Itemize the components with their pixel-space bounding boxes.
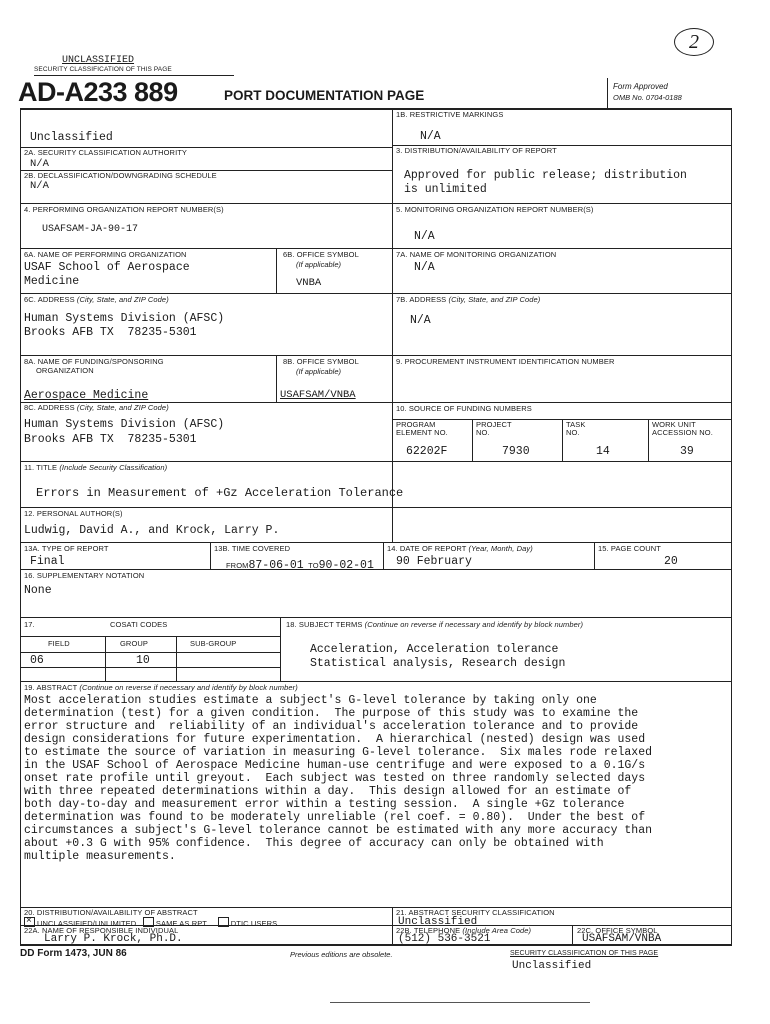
f8c-label [24, 404, 169, 412]
f17-title: COSATI CODES [110, 620, 168, 629]
f6a-value-line2: Medicine [24, 275, 80, 288]
f14-value: 90 February [396, 555, 472, 568]
f6c-value-line2: Brooks AFB TX 78235-5301 [24, 326, 197, 339]
unclassified-unlimited-checkbox[interactable]: × [24, 917, 35, 927]
f18-label-text: 18. SUBJECT TERMS [286, 620, 363, 629]
f10-task-label-line2: NO. [566, 428, 580, 437]
f14-label [387, 545, 533, 553]
abstract-line: circumstances a subject's G-level tolerance cannot be estimated with any more accuracy than [24, 824, 653, 837]
f17-label: 17. [24, 620, 35, 629]
f22a-label: 22A. NAME OF RESPONSIBLE INDIVIDUAL [24, 926, 179, 935]
f18-value-line2: Statistical analysis, Research design [310, 657, 566, 670]
f10-program-label-line2: ELEMENT NO. [396, 428, 448, 437]
f8c-value-line2: Brooks AFB TX 78235-5301 [24, 433, 197, 446]
footer-security-label: SECURITY CLASSIFICATION OF THIS PAGE [510, 950, 659, 957]
f11-label-text: 11. TITLE [24, 463, 58, 472]
f13a-label: 13A. TYPE OF REPORT [24, 544, 109, 553]
f13b-from-value: 87-06-01 [248, 559, 304, 572]
f10-program-label-line1: PROGRAM [396, 420, 436, 429]
f22a-value: Larry P. Krock, Ph.D. [44, 933, 183, 945]
f8c-label-sub: (City, State, and ZIP Code) [76, 403, 169, 412]
f16-value: None [24, 584, 52, 597]
abstract-line: determination was found to be moderately unreliable (rel coef. = 0.80). Under the best of [24, 811, 646, 824]
top-security-label: SECURITY CLASSIFICATION OF THIS PAGE [34, 66, 172, 73]
f22c-label: 22C. OFFICE SYMBOL [577, 926, 658, 935]
form-approved: Form Approved [613, 82, 668, 91]
dtic-users-checkbox[interactable] [218, 917, 229, 927]
abstract-line: with three repeated determinations within a day. This design allowed for an estimate of [24, 785, 632, 798]
circled-page-number [674, 28, 714, 56]
f6a-value-line1: USAF School of Aerospace [24, 261, 190, 274]
f10-task-value: 14 [596, 445, 610, 458]
f8b-sub: (If applicable) [296, 367, 342, 376]
f10-wu-label-line2: ACCESSION NO. [652, 428, 713, 437]
f10-project-value: 7930 [502, 445, 530, 458]
abstract-line: in the USAF School of Aerospace Medicine human-use centrifuge and were exposed to a 0.1G/s [24, 759, 646, 772]
abstract-line: design considerations for future experimentation. A hierarchical (nested) design was used [24, 733, 646, 746]
f1b-value: N/A [420, 130, 441, 143]
abstract-line: multiple measurements. [24, 850, 176, 863]
f15-value: 20 [664, 555, 678, 568]
f1b-label: 1B. RESTRICTIVE MARKINGS [396, 110, 504, 119]
f4-value: USAFSAM-JA-90-17 [42, 224, 139, 235]
f8c-value-line1: Human Systems Division (AFSC) [24, 418, 225, 431]
f8b-label: 8B. OFFICE SYMBOL [283, 357, 359, 366]
f20-label: 20. DISTRIBUTION/AVAILABILITY OF ABSTRACT [24, 908, 198, 917]
f3-label: 3. DISTRIBUTION/AVAILABILITY OF REPORT [396, 146, 557, 155]
f10-wu-value: 39 [680, 445, 694, 458]
f10-project-label-line1: PROJECT [476, 420, 512, 429]
f7a-value: N/A [414, 261, 435, 274]
f20-opt2-label: SAME AS RPT [155, 919, 207, 928]
f19-label [24, 684, 298, 692]
abstract-body [24, 694, 652, 863]
f13b-from-label: FROM [226, 561, 249, 570]
f10-project-label-line2: NO. [476, 428, 490, 437]
f7a-label: 7A. NAME OF MONITORING ORGANIZATION [396, 250, 557, 259]
abstract-line: both day-to-day and measurement error within a testing session. A single +Gz tolerance [24, 798, 625, 811]
f15-label: 15. PAGE COUNT [598, 544, 661, 553]
f8b-value: USAFSAM/VNBA [280, 389, 356, 401]
f17-field-value: 06 [30, 654, 44, 667]
ad-number: AD-A233 889 [18, 77, 178, 107]
f2a-value: N/A [30, 158, 49, 170]
f10-task-label-line1: TASK [566, 420, 586, 429]
f14-label-text: 14. DATE OF REPORT [387, 544, 467, 553]
f6b-value: VNBA [296, 277, 322, 289]
f3-value-line2: is unlimited [404, 183, 487, 196]
f22b-label-sub: (Include Area Code) [462, 926, 532, 935]
f13b-to-label: TO [308, 561, 319, 570]
form-title-partial: PORT DOCUMENTATION PAGE [224, 88, 425, 103]
f19-label-sub: (Continue on reverse if necessary and identify by block number) [79, 683, 298, 692]
f7b-label-text: 7B. ADDRESS [396, 295, 447, 304]
f6b-sub: (If applicable) [296, 260, 342, 269]
f22c-value: USAFSAM/VNBA [582, 933, 662, 945]
abstract-line: about +0.3 G with 95% confidence. This degree of accuracy can only be obtained with [24, 837, 604, 850]
f3-value-line1: Approved for public release; distribution [404, 169, 687, 182]
f16-label: 16. SUPPLEMENTARY NOTATION [24, 571, 145, 580]
f2b-value: N/A [30, 180, 49, 192]
f6c-label-text: 6C. ADDRESS [24, 295, 75, 304]
omb-number: OMB No. 0704-0188 [613, 93, 682, 102]
f4-label: 4. PERFORMING ORGANIZATION REPORT NUMBER(S) [24, 205, 224, 214]
f8a-label-line1: 8A. NAME OF FUNDING/SPONSORING [24, 357, 164, 366]
f9-label: 9. PROCUREMENT INSTRUMENT IDENTIFICATION NUMBER [396, 357, 615, 366]
f12-label: 12. PERSONAL AUTHOR(S) [24, 509, 123, 518]
f10-program-value: 62202F [406, 445, 448, 458]
f6b-label: 6B. OFFICE SYMBOL [283, 250, 359, 259]
f7b-label-sub: (City, State, and ZIP Code) [448, 295, 541, 304]
previous-editions-note: Previous editions are obsolete. [290, 950, 393, 959]
abstract-line: error structure and reliability of an individual's acceleration tolerance and to provide [24, 720, 639, 733]
f22b-value: (512) 536-3521 [398, 933, 491, 945]
f10-wu-label-line1: WORK UNIT [652, 420, 696, 429]
abstract-line: onset rate profile until greyout. Each subject was tested on three randomly selected days [24, 772, 646, 785]
abstract-line: to estimate the source of variation in measuring G-level tolerance. Six males rode relaxed [24, 746, 653, 759]
f8a-value: Aerospace Medicine [24, 389, 149, 402]
f10-label: 10. SOURCE OF FUNDING NUMBERS [396, 404, 532, 413]
f6c-label [24, 296, 169, 304]
f2b-label: 2B. DECLASSIFICATION/DOWNGRADING SCHEDULE [24, 171, 217, 180]
f17-field-label: FIELD [48, 639, 70, 648]
f22b-label-text: 22B. TELEPHONE [396, 926, 461, 935]
circled-number-text: 2 [689, 31, 699, 53]
top-classification: UNCLASSIFIED [62, 55, 135, 66]
f18-value-line1: Acceleration, Acceleration tolerance [310, 643, 559, 656]
f8c-label-text: 8C. ADDRESS [24, 403, 75, 412]
f7b-label [396, 296, 540, 304]
f21-value: Unclassified [398, 916, 478, 928]
f11-label-sub: (Include Security Classification) [59, 463, 168, 472]
f18-label-sub: (Continue on reverse if necessary and identify by block number) [364, 620, 584, 629]
f6c-value-line1: Human Systems Division (AFSC) [24, 312, 225, 325]
f14-label-sub: (Year, Month, Day) [468, 544, 533, 553]
f6a-label: 6A. NAME OF PERFORMING ORGANIZATION [24, 250, 187, 259]
abstract-line: determination (test) for a given condition. The purpose of this study was to examine the [24, 707, 639, 720]
f20-opt3-label: DTIC USERS [230, 919, 278, 928]
f21-label: 21. ABSTRACT SECURITY CLASSIFICATION [396, 908, 555, 917]
f8a-label-line2: ORGANIZATION [36, 366, 94, 375]
abstract-line: Most acceleration studies estimate a subject's G-level tolerance by taking only one [24, 694, 597, 707]
f11-label [24, 464, 167, 472]
f2a-label: 2A. SECURITY CLASSIFICATION AUTHORITY [24, 148, 188, 157]
f5-label: 5. MONITORING ORGANIZATION REPORT NUMBER(S) [396, 205, 594, 214]
f11-value: Errors in Measurement of +Gz Acceleration Tolerance [36, 486, 404, 500]
f17-group-value: 10 [136, 654, 150, 667]
footer-classification: Unclassified [512, 960, 592, 972]
form-id: DD Form 1473, JUN 86 [20, 948, 127, 959]
f6c-label-sub: (City, State, and ZIP Code) [76, 295, 169, 304]
f12-value: Ludwig, David A., and Krock, Larry P. [24, 524, 280, 537]
f20-opt1-label: UNCLASSIFIED/UNLIMITED [37, 919, 137, 928]
f18-label [286, 621, 583, 629]
f13b-to-value: 90-02-01 [318, 559, 374, 572]
f17-subgroup-label: SUB-GROUP [190, 639, 237, 648]
f19-label-text: 19. ABSTRACT [24, 683, 78, 692]
f5-value: N/A [414, 230, 435, 243]
f7b-value: N/A [410, 314, 431, 327]
f13b-label: 13B. TIME COVERED [214, 544, 291, 553]
f1a-value: Unclassified [30, 131, 113, 144]
f13a-value: Final [30, 555, 65, 568]
f17-group-label: GROUP [120, 639, 149, 648]
f13b-range [226, 555, 374, 573]
